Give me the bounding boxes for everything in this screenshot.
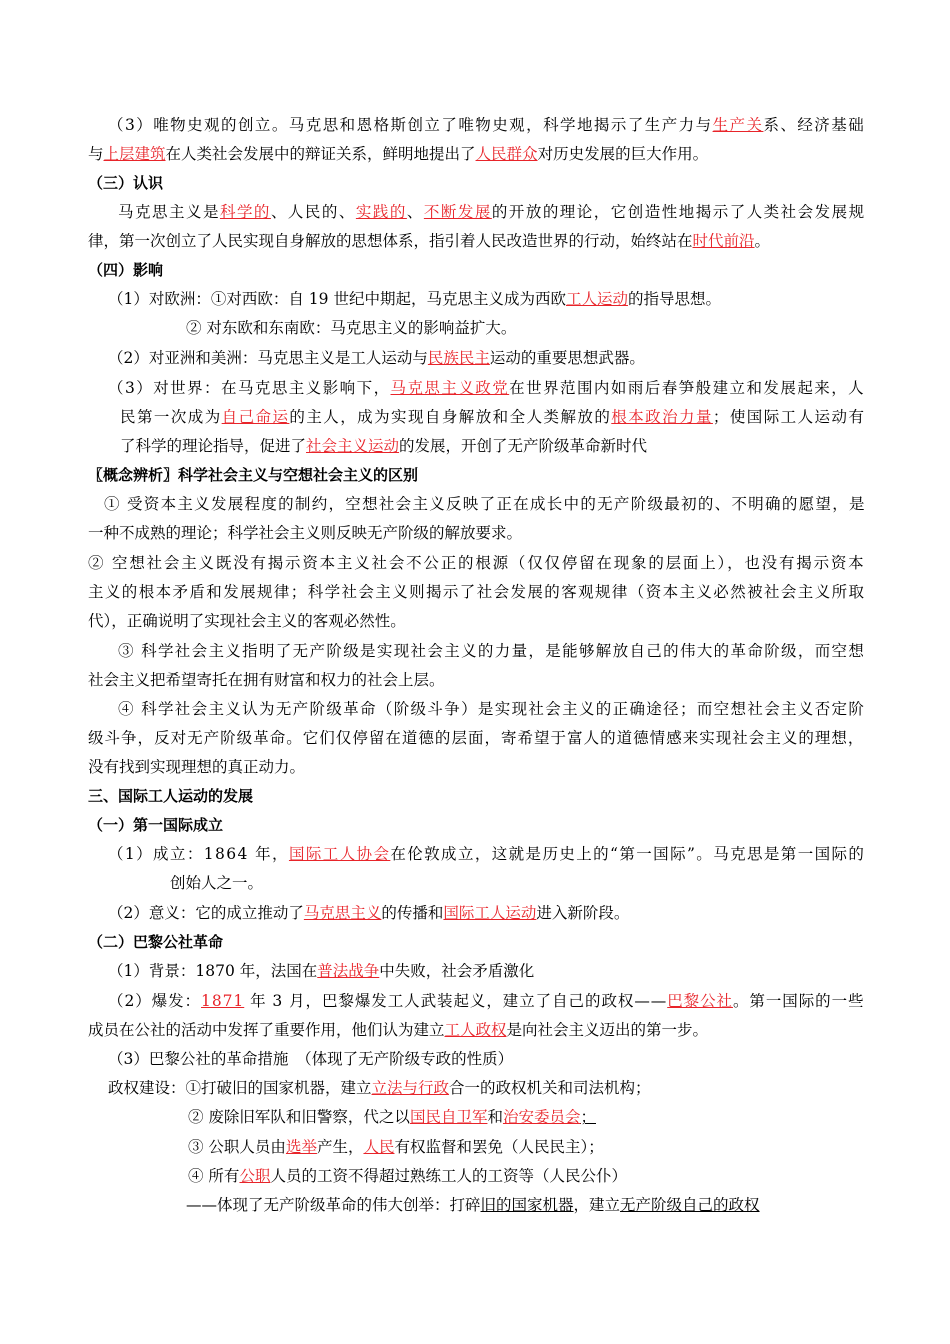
text-run: 有权监督和罢免（人民民主）； (394, 1138, 604, 1156)
text-run: ；使国际工人运动有 (712, 408, 866, 426)
highlighted-term: 民族民主 (427, 349, 490, 367)
text-run: ，建立 (573, 1196, 621, 1214)
text-run: 成员在公社的活动中发挥了重要作用，他们认为建立 (88, 1021, 445, 1039)
section-heading (88, 814, 223, 836)
text-run: 在人类社会发展中的辩证关系，鲜明地提出了 (165, 145, 476, 163)
text-line (118, 698, 865, 720)
highlighted-term: 人民 (363, 1138, 395, 1156)
text-run: ③ 科学社会主义指明了无产阶级是实现社会主义的力量，是能够解放自己的伟大的革命阶级，而空想 (118, 642, 866, 660)
text-run: （2）意义：它的成立推动了 (108, 904, 304, 922)
highlighted-term: 立法与行政 (371, 1079, 450, 1097)
highlighted-term: 生产关 (712, 116, 764, 134)
highlighted-term: 工人政权 (444, 1021, 507, 1039)
text-line (108, 377, 865, 399)
highlighted-term: 工人运动 (565, 290, 628, 308)
text-line (88, 727, 864, 749)
text-run: 合一的政权机关和司法机构； (449, 1079, 651, 1097)
highlighted-term: 时代前沿 (692, 232, 755, 250)
text-line (104, 493, 866, 515)
text-line (108, 843, 865, 865)
text-run: （3）对世界：在马克思主义影响下， (108, 379, 391, 397)
text-line (108, 347, 645, 369)
highlighted-term: 1871 (201, 992, 245, 1010)
text-run: 系、经济基础 (763, 116, 866, 134)
text-run: 对历史发展的巨大作用。 (537, 145, 709, 163)
text-run: 〖概念辨析〗科学社会主义与空想社会主义的区别 (88, 466, 419, 484)
text-run: （1）对欧洲：①对西欧：自 19 世纪中期起，马克思主义成为西欧 (108, 290, 566, 308)
highlighted-term: 科学的 (219, 203, 271, 221)
highlighted-term: 人民群众 (475, 145, 538, 163)
text-run: （一）第一国际成立 (88, 816, 224, 834)
text-run: 了科学的理论指导，促进了 (120, 437, 307, 455)
text-run: 年 3 月，巴黎爆发工人武装起义，建立了自己的政权—— (244, 992, 668, 1010)
text-run: 、 (406, 203, 424, 221)
text-line (170, 872, 263, 894)
text-run: 是向社会主义迈出的第一步。 (506, 1021, 709, 1039)
text-run: 的传播和 (381, 904, 444, 922)
text-run: ② 空想社会主义既没有揭示资本主义社会不公正的根源（仅仅停留在现象的层面上），也没有揭示资本 (88, 554, 866, 572)
text-line (118, 640, 865, 662)
text-run: 在世界范围内如雨后春笋般建立和发展起来，人 (509, 379, 866, 397)
section-heading (88, 931, 223, 953)
highlighted-term: 国民自卫军 (409, 1108, 488, 1126)
text-run: ② 废除旧军队和旧警察，代之以 (188, 1108, 410, 1126)
text-run: ④ 所有 (188, 1167, 240, 1185)
text-line (186, 317, 516, 339)
highlighted-term: 国际工人协会 (288, 845, 391, 863)
text-line (88, 143, 708, 165)
highlighted-term: 实践的 (355, 203, 407, 221)
text-run: 创始人之一。 (170, 874, 264, 892)
text-run: 产生， (316, 1138, 364, 1156)
text-run: ——体现了无产阶级革命的伟大创举：打碎 (186, 1196, 481, 1214)
highlighted-term: 巴黎公社 (667, 992, 733, 1010)
highlighted-term: 国际工人运动 (443, 904, 537, 922)
text-line (108, 1048, 513, 1070)
text-run: 三、国际工人运动的发展 (88, 787, 254, 805)
text-line (88, 610, 406, 632)
text-line (120, 406, 865, 428)
highlighted-term: 根本政治力量 (611, 408, 713, 426)
text-line (108, 902, 629, 924)
text-run: ④ 科学社会主义认为无产阶级革命（阶级斗争）是实现社会主义的正确途径；而空想社会主义否定阶 (118, 700, 866, 718)
text-line (120, 435, 647, 457)
text-line (88, 1019, 708, 1041)
section-heading (88, 464, 418, 486)
section-heading (88, 785, 253, 807)
text-line (88, 669, 445, 691)
text-line (88, 230, 770, 252)
text-line (88, 522, 522, 544)
text-line (108, 288, 721, 310)
highlighted-term: 自己命运 (221, 408, 290, 426)
text-run: （1）成立：1864 年， (108, 845, 289, 863)
text-run: 运动的重要思想武器。 (489, 349, 645, 367)
text-run: 与 (88, 145, 104, 163)
text-run: 、人民的、 (270, 203, 356, 221)
highlighted-term: 马克思主义 (303, 904, 382, 922)
highlighted-term: 不断发展 (423, 203, 492, 221)
text-line (108, 114, 865, 136)
text-run: （3）巴黎公社的革命措施 （体现了无产阶级专政的性质） (108, 1050, 514, 1068)
section-heading (88, 259, 163, 281)
text-run: 政权建设：①打破旧的国家机器，建立 (108, 1079, 372, 1097)
text-run: 一种不成熟的理论；科学社会主义则反映无产阶级的解放要求。 (88, 524, 523, 542)
text-run: 级斗争，反对无产阶级革命。它们仅停留在道德的层面，寄希望于富人的道德情感来实现社会主义的理想， (88, 729, 865, 747)
underlined-text: 旧的国家机器 (480, 1196, 574, 1214)
text-run: （2）爆发： (108, 992, 202, 1010)
text-run: 中失败，社会矛盾激化 (379, 962, 535, 980)
highlighted-term: 马克思主义政党 (390, 379, 510, 397)
text-run: 民第一次成为 (120, 408, 222, 426)
text-run: 马克思主义是 (118, 203, 220, 221)
text-run: 在伦敦成立，这就是历史上的“第一国际”。马克思是第一国际的 (390, 845, 866, 863)
highlighted-term: 上层建筑 (103, 145, 166, 163)
text-line (188, 1106, 596, 1128)
highlighted-term: 社会主义运动 (306, 437, 400, 455)
text-line (188, 1136, 604, 1158)
text-run: 律，第一次创立了人民实现自身解放的思想体系，指引着人民改造世界的行动，始终站在 (88, 232, 693, 250)
text-run: ① 受资本主义发展程度的制约，空想社会主义反映了正在成长中的无产阶级最初的、不明确的愿望，是 (104, 495, 866, 513)
text-run: ③ 公职人员由 (188, 1138, 286, 1156)
text-line (108, 990, 865, 1012)
text-run: （三）认识 (88, 174, 164, 192)
text-run: （四）影响 (88, 261, 164, 279)
text-run: 。 (754, 232, 771, 250)
highlighted-term: 治安委员会 (502, 1108, 581, 1126)
text-run: 和 (487, 1108, 503, 1126)
text-run: 进入新阶段。 (536, 904, 630, 922)
highlighted-term: 选举 (285, 1138, 317, 1156)
text-run: 没有找到实现理想的真正动力。 (88, 758, 306, 776)
text-run: 代），正确说明了实现社会主义的客观必然性。 (88, 612, 406, 630)
text-run: 的发展，开创了无产阶级革命新时代 (399, 437, 648, 455)
text-run: 的主人，成为实现自身解放和全人类解放的 (289, 408, 612, 426)
text-line (88, 552, 865, 574)
text-run: （2）对亚洲和美洲：马克思主义是工人运动与 (108, 349, 428, 367)
text-line (118, 201, 866, 223)
text-run: 的指导思想。 (627, 290, 721, 308)
text-line (108, 960, 534, 982)
text-run: 。第一国际的一些 (732, 992, 865, 1010)
text-line (108, 1077, 651, 1099)
text-line (188, 1165, 627, 1187)
highlighted-term: 公职 (239, 1167, 271, 1185)
text-line (88, 756, 305, 778)
text-run: （1）背景：1870 年，法国在 (108, 962, 318, 980)
highlighted-term: 普法战争 (317, 962, 380, 980)
underlined-text: 无产阶级自己的政权 (620, 1196, 760, 1214)
text-run: （二）巴黎公社革命 (88, 933, 224, 951)
text-run: 的开放的理论，它创造性地揭示了人类社会发展规 (491, 203, 866, 221)
section-heading (88, 172, 163, 194)
text-run: 主义的根本矛盾和发展规律；科学社会主义则揭示了社会发展的客观规律（资本主义必然被社会主义所取 (88, 583, 866, 601)
text-line (88, 581, 865, 603)
text-line (186, 1194, 760, 1216)
underlined-text: ； (580, 1108, 596, 1126)
text-run: 人员的工资不得超过熟练工人的工资等（人民公仆） (270, 1167, 627, 1185)
text-run: （3）唯物史观的创立。马克思和恩格斯创立了唯物史观，科学地揭示了生产力与 (108, 116, 713, 134)
text-run: ② 对东欧和东南欧：马克思主义的影响益扩大。 (186, 319, 517, 337)
text-run: 社会主义把希望寄托在拥有财富和权力的社会上层。 (88, 671, 445, 689)
